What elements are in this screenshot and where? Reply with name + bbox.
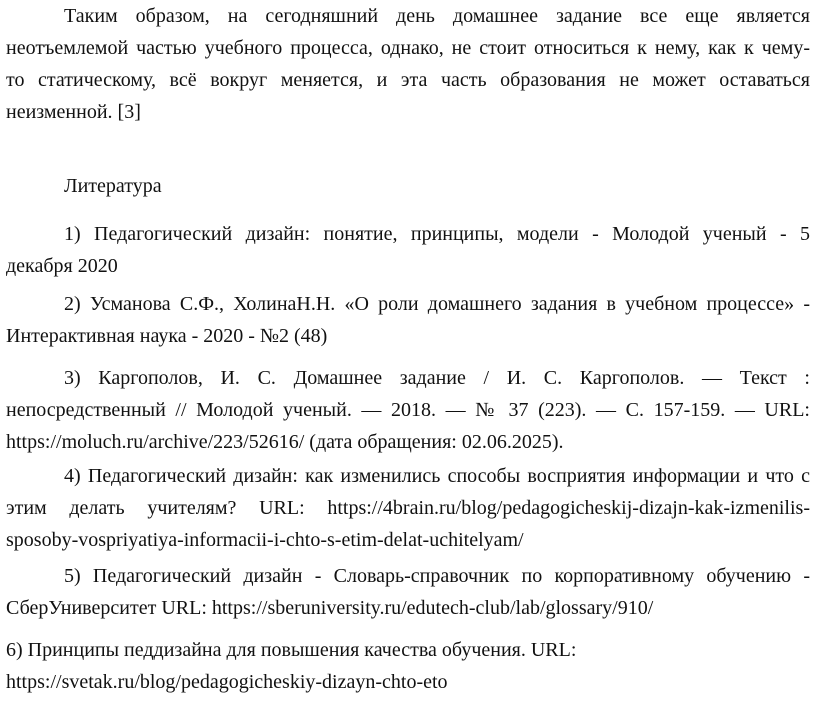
reference-item-4 [6,460,810,556]
reference-5-line-1: 5) Педагогический дизайн - Словарь-справочник по корпоративному обучению - [64,565,810,587]
reference-item-2 [6,288,810,352]
reference-item-3 [6,362,810,458]
reference-4-line-3: sposoby-vospriyatiya-informacii-i-chto-s-etim-delat-uchitelyam/ [6,529,524,551]
reference-4-line-2: этим делать учителям? URL: https://4brain.ru/blog/pedagogicheskij-dizajn-kak-izmenilis- [6,497,810,519]
reference-3-line-1: 3) Каргополов, И. С. Домашнее задание / И. С. Каргополов. — Текст : [64,367,810,389]
reference-5-line-2: СберУниверситет URL: https://sberuniversity.ru/edutech-club/lab/glossary/910/ [6,597,654,619]
references-heading-block [6,170,810,202]
reference-item-5 [6,560,810,624]
reference-2-line-1: 2) Усманова С.Ф., ХолинаН.Н. «О роли домашнего задания в учебном процессе» - [64,293,810,315]
reference-item-6 [6,634,810,698]
reference-2-line-2: Интерактивная наука - 2020 - №2 (48) [6,325,328,347]
reference-1-line-2: декабря 2020 [6,255,118,277]
reference-3-line-2: непосредственный // Молодой ученый. — 2018. — № 37 (223). — С. 157-159. — URL: [6,399,810,421]
reference-1-line-1: 1) Педагогический дизайн: понятие, принципы, модели - Молодой ученый - 5 [64,223,810,245]
reference-3-line-3: https://moluch.ru/archive/223/52616/ (дата обращения: 02.06.2025). [6,431,564,453]
reference-item-1 [6,218,810,282]
references-heading: Литература [64,175,162,197]
reference-4-line-1: 4) Педагогический дизайн: как изменились способы восприятия информации и что с [64,465,810,487]
reference-6-line-2: https://svetak.ru/blog/pedagogicheskiy-dizayn-chto-eto [6,671,448,693]
intro-line-4: неизменной. [3] [6,101,141,123]
intro-line-1: Таким образом, на сегодняшний день домашнее задание все еще является [64,5,810,27]
intro-line-3: то статическому, всё вокруг меняется, и эта часть образования не может оставаться [6,69,810,91]
intro-paragraph [6,0,810,128]
intro-line-2: неотъемлемой частью учебного процесса, однако, не стоит относиться к нему, как к чему- [6,37,810,59]
reference-6-line-1: 6) Принципы педдизайна для повышения качества обучения. URL: [6,639,577,661]
